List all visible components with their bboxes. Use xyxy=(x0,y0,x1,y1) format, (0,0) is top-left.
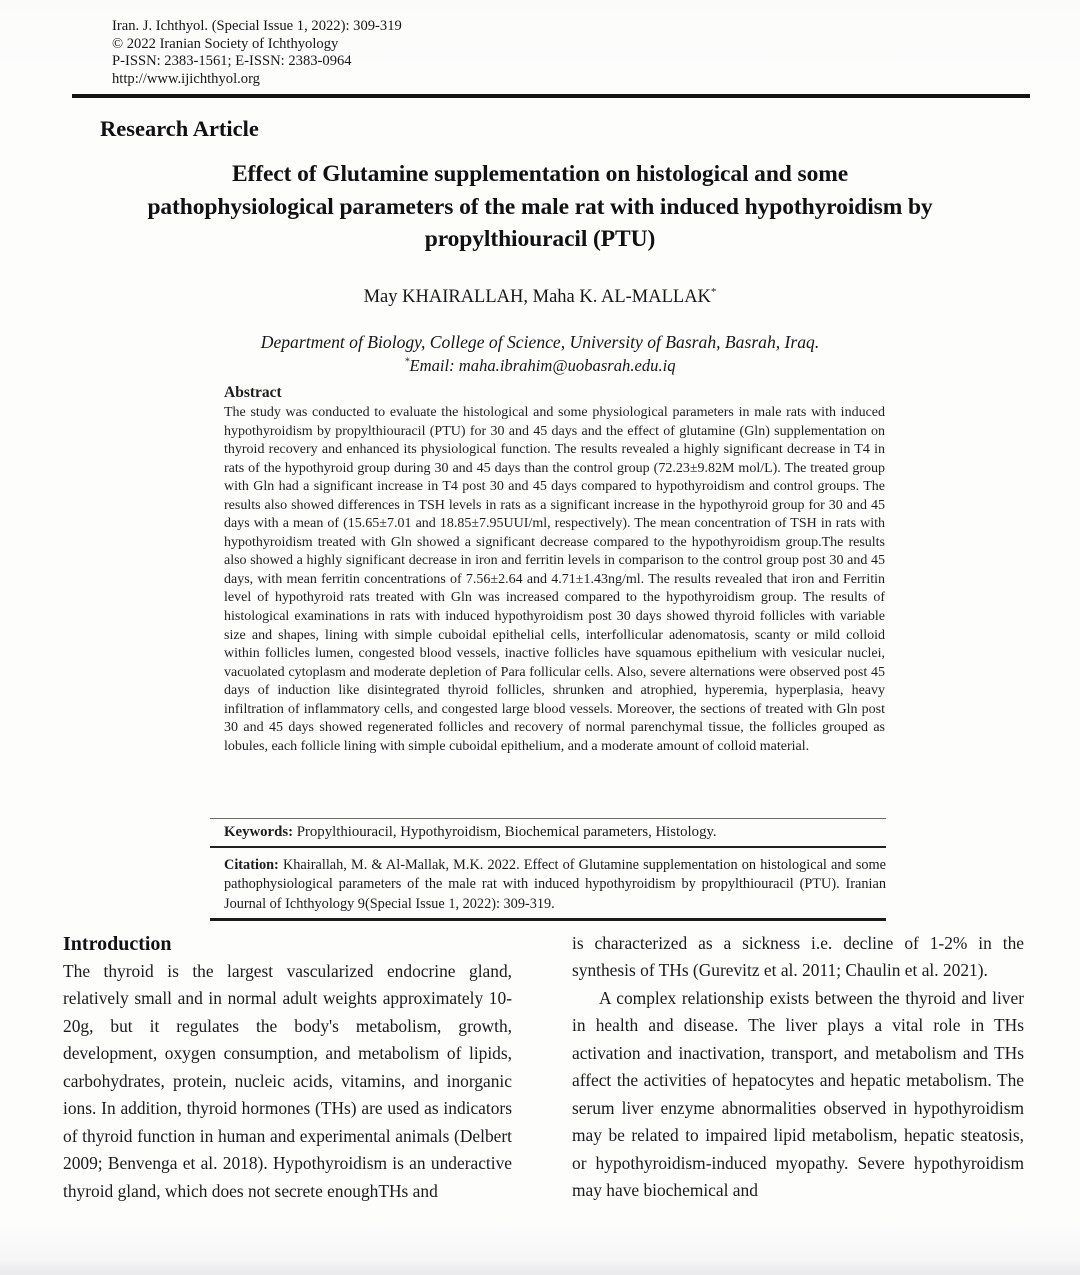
intro-left-column xyxy=(63,930,512,1205)
intro-paragraph-right-1: is characterized as a sickness i.e. decline of 1-2% in the synthesis of THs (Gurevitz et al. 2011; Chaulin et al. 2021). xyxy=(572,933,1024,981)
keywords-text: Propylthiouracil, Hypothyroidism, Biochemical parameters, Histology. xyxy=(293,824,717,840)
corresponding-email: Email: maha.ibrahim@uobasrah.edu.iq xyxy=(409,356,676,375)
intro-right-column xyxy=(572,930,1024,1205)
corresponding-author-mark: * xyxy=(710,286,717,298)
email-line xyxy=(0,356,1080,376)
intro-paragraph-left: The thyroid is the largest vascularized endocrine gland, relatively small and in normal adult weights approximately 10-20g, but it regulates the body's metabolism, growth, development, oxygen consumption, and metabolism of lipids, carbohydrates, protein, nucleic acids, vitamins, and inorganic ions. In addition, thyroid hormones (THs) are used as indicators of thyroid function in human and experimental animals (Delbert 2009; Benvenga et al. 2018). Hypothyroidism is an underactive thyroid gland, which does not secrete enoughTHs and xyxy=(63,961,512,1201)
masthead-rule xyxy=(72,94,1030,98)
journal-issue-line: Iran. J. Ichthyol. (Special Issue 1, 2022): 309-319 xyxy=(112,18,402,34)
citation-block xyxy=(210,856,886,914)
keywords-row xyxy=(210,818,886,848)
citation-label: Citation: xyxy=(224,857,279,873)
author-names: May KHAIRALLAH, Maha K. AL-MALLAK xyxy=(363,287,711,308)
journal-issn-line: P-ISSN: 2383-1561; E-ISSN: 2383-0964 xyxy=(112,53,352,70)
journal-copyright-line: © 2022 Iranian Society of Ichthyology xyxy=(112,35,339,52)
citation-text: Khairallah, M. & Al-Mallak, M.K. 2022. Effect of Glutamine supplementation on histological and some pathophysiological parameters of the male rat with induced hypothyroidism by propylthiouracil (PTU). Iranian Journal of Ichthyology 9(Special Issue 1, 2022): 309-319. xyxy=(224,857,886,912)
intro-paragraph-right-2: A complex relationship exists between the thyroid and liver in health and disease. The liver plays a vital role in THs activation and inactivation, transport, and metabolism and THs affect the activities of hepatocytes and hepatic metabolism. The serum liver enzyme abnormalities observed in hypothyroidism may be related to impaired lipid metabolism, hepatic steatosis, or hypothyroidism-induced myopathy. Severe hypothyroidism may have biochemical and xyxy=(572,987,1024,1201)
abstract-heading: Abstract xyxy=(224,384,282,401)
citation-bottom-rule xyxy=(210,918,886,921)
affiliation-line: Department of Biology, College of Science, University of Basrah, Basrah, Iraq. xyxy=(260,332,820,352)
article-title: Effect of Glutamine supplementation on histological and some pathophysiological parameters of the male rat with induced hypothyroidism by propylthiouracil (PTU) xyxy=(147,161,933,252)
abstract-section xyxy=(224,384,885,756)
journal-masthead xyxy=(112,18,402,89)
introduction-heading: Introduction xyxy=(63,933,172,955)
email-asterisk-mark: * xyxy=(404,356,410,368)
article-type-label: Research Article xyxy=(100,116,259,141)
authors-line xyxy=(0,286,1080,308)
abstract-text: The study was conducted to evaluate the histological and some physiological parameters in male rats with induced hypothyroidism by propylthiouracil (PTU) for 30 and 45 days and the effect of glutamine (Gln) supplementation on thyroid recovery and enhanced its physiological function. The results revealed a highly significant decrease in T4 in rats of the hypothyroid group during 30 and 45 days than the control group (72.23±9.82M mol/L). The treated group with Gln had a significant increase in T4 post 30 and 45 days compared to hypothyroidism and control groups. The results also showed differences in TSH levels in rats as a significant increase in the hypothyroid group for 30 and 45 days with a mean of (15.65±7.01 and 18.85±7.95UUI/ml, respectively). The mean concentration of TSH in rats with hypothyroidism treated with Gln showed a significant decrease compared to the hypothyroidism group.The results also showed a highly significant decrease in iron and ferritin levels in comparison to the control group post 30 and 45 days, with mean ferritin concentrations of 7.56±2.64 and 4.71±1.43ng/ml. The results revealed that iron and Ferritin level of hypothyroid rats treated with Gln was increased compared to the hypothyroidism group. The results of histological examinations in rats with induced hypothyroidism post 30 days showed thyroid follicles with variable size and shapes, lining with simple cuboidal epithelial cells, interfollicular adenomatosis, scanty or mild colloid within follicles lumen, congested blood vessels, inactive follicles have squamous epithelium with vesicular nuclei, vacuolated cytoplasm and moderate depletion of Para follicular cells. Also, severe alternations were observed post 45 days of induction like disintegrated thyroid follicles, shrunken and atrophied, hyperemia, hyperplasia, heavy infiltration of inflammatory cells, and congested large blood vessels. Moreover, the sections of treated with Gln post 30 and 45 days showed regenerated follicles and recovery of normal parenchymal tissue, the follicles grouped as lobules, each follicle lining with simple cuboidal epithelium, and a moderate amount of colloid material. xyxy=(224,405,885,754)
scan-bottom-edge xyxy=(0,1260,1080,1275)
journal-url: http://www.ijichthyol.org xyxy=(112,71,260,88)
keywords-label: Keywords: xyxy=(224,824,294,840)
